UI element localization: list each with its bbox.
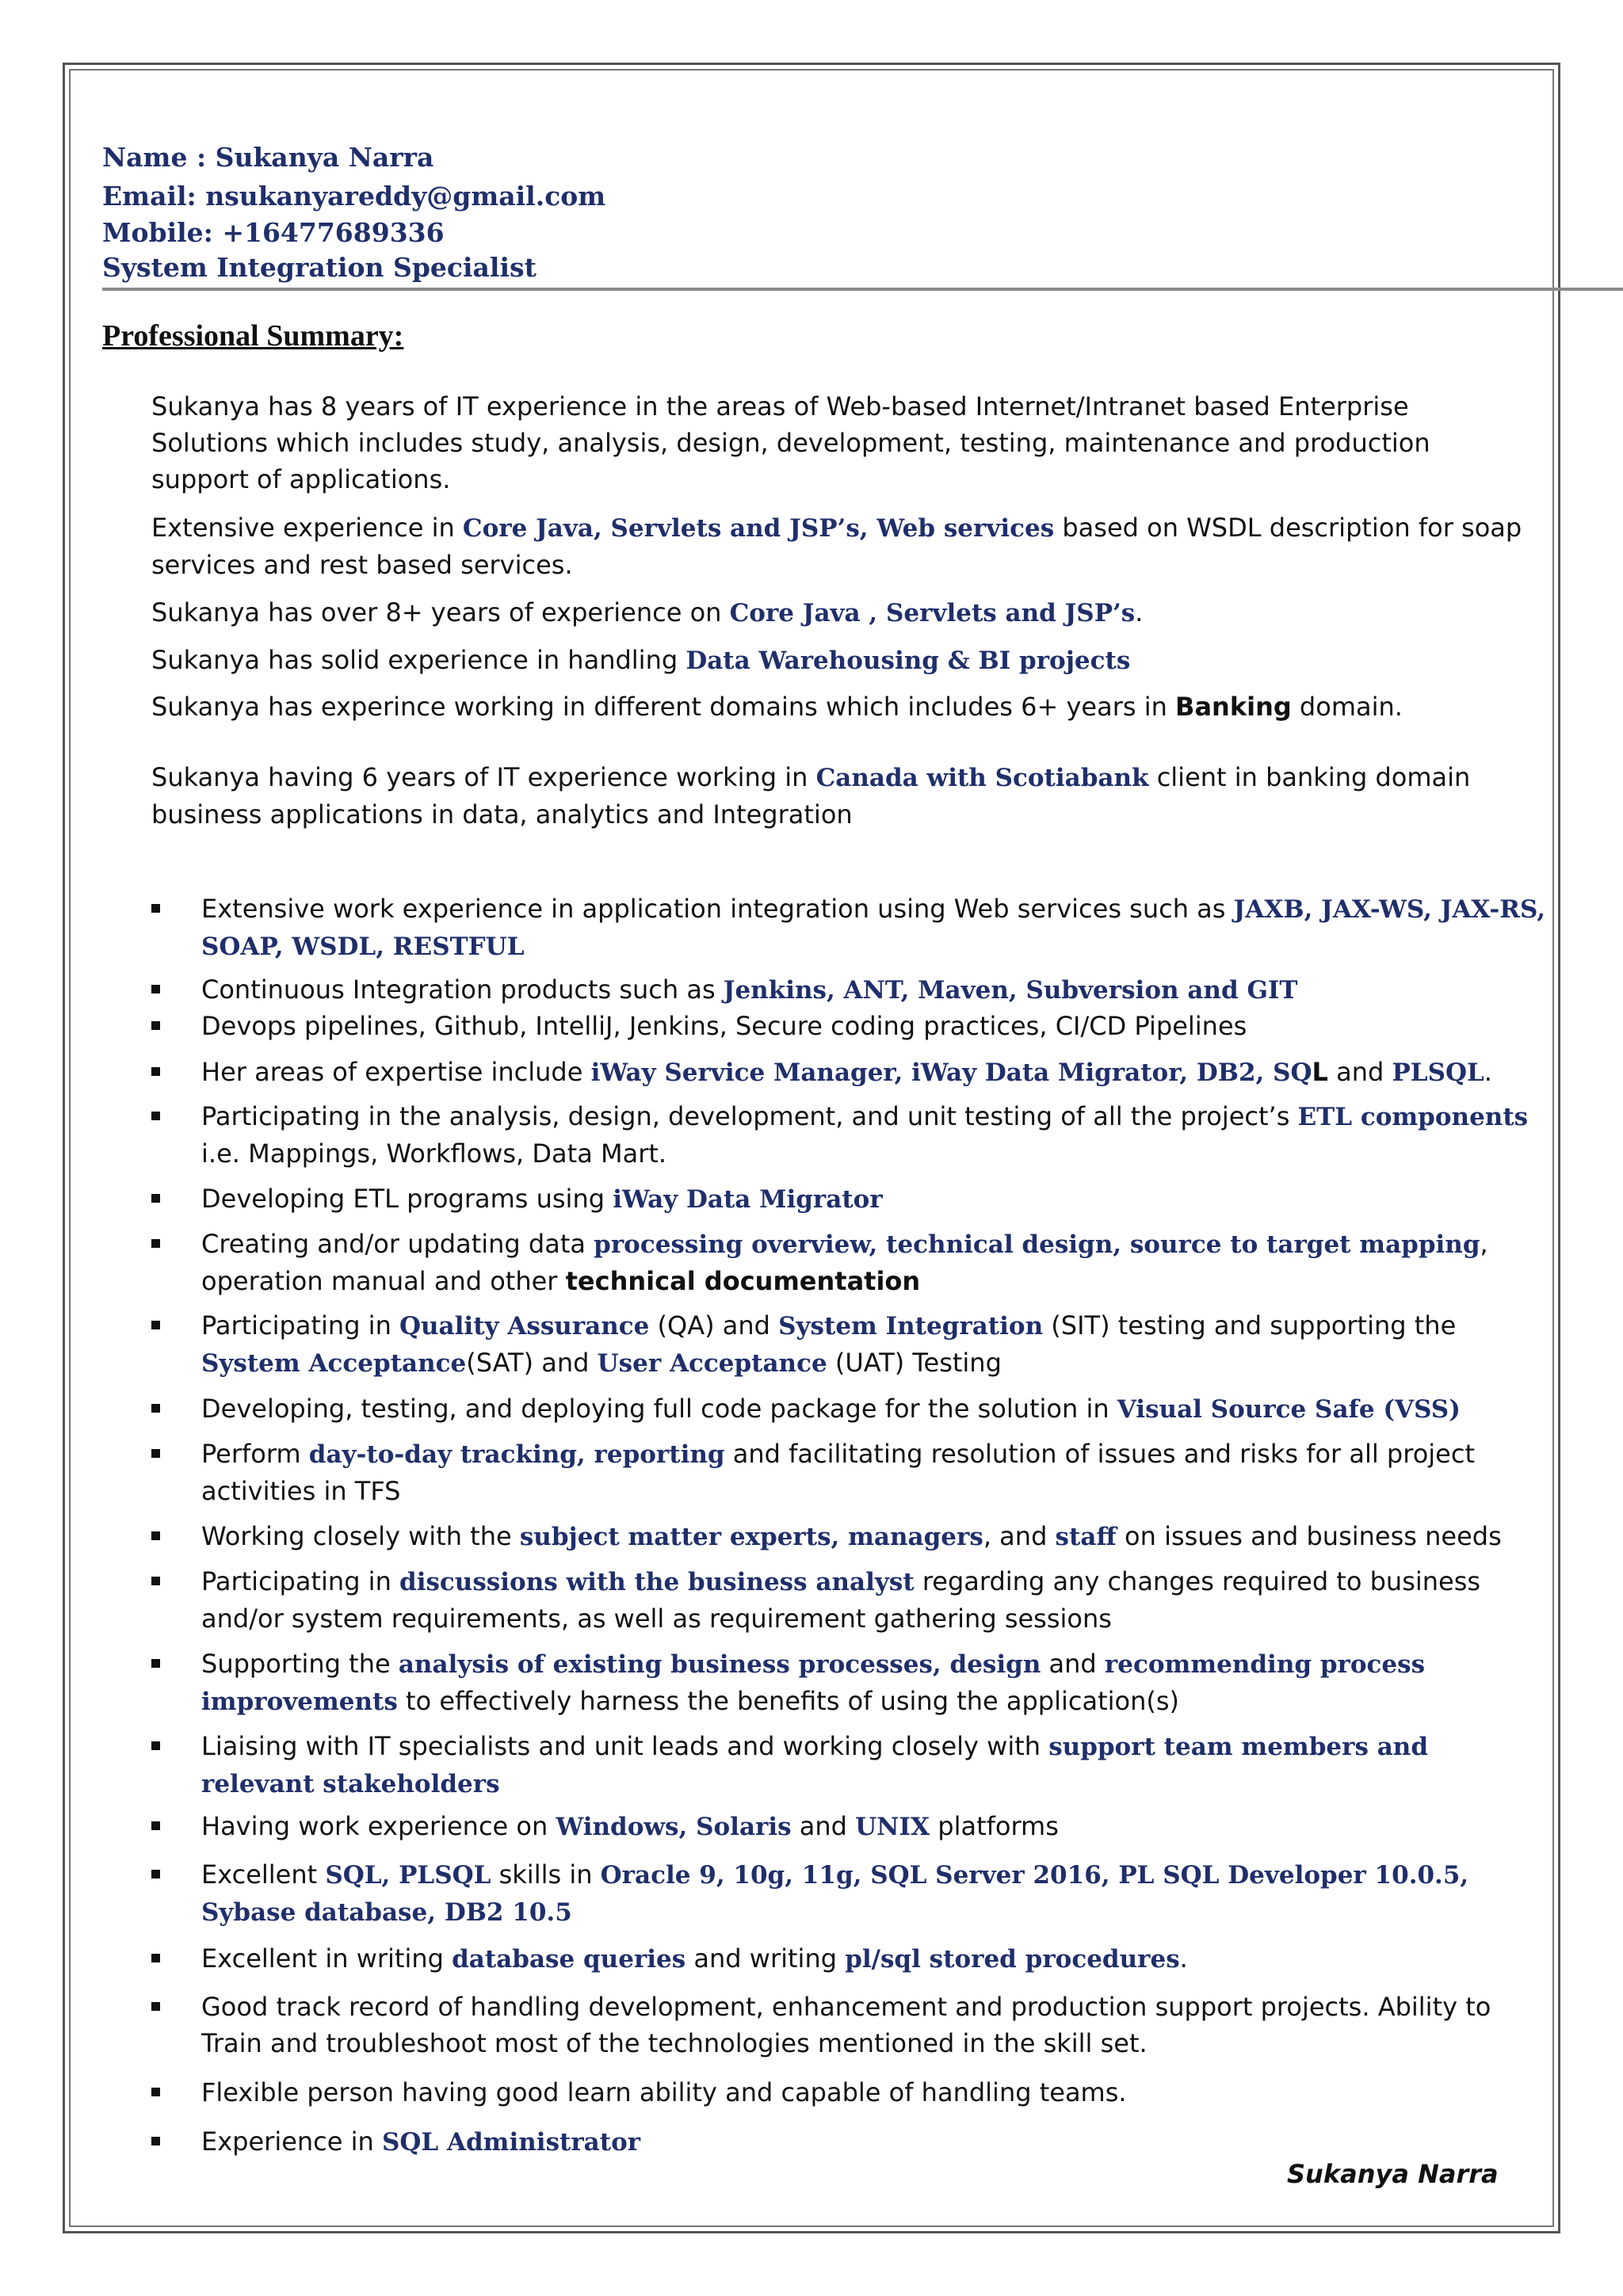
bullet-highlight: subject matter experts, managers	[519, 1523, 983, 1551]
bullet-highlight: User Acceptance	[597, 1349, 827, 1378]
summary-text: .	[1135, 597, 1144, 627]
bullet-text: and	[791, 1811, 856, 1841]
list-item	[151, 1307, 1546, 1382]
list-item	[151, 1436, 1546, 1509]
list-item	[151, 1054, 1546, 1091]
bullet-marker	[151, 904, 160, 913]
bullet-highlight: pl/sql stored procedures	[845, 1945, 1180, 1974]
bullet-marker	[151, 2002, 160, 2011]
bullet-marker	[151, 1741, 160, 1750]
bullet-text: (SIT) testing and supporting the	[1043, 1310, 1457, 1341]
bullet-text: Her areas of expertise include	[201, 1057, 591, 1087]
list-item	[151, 1646, 1546, 1720]
bullet-text: i.e. Mappings, Workflows, Data Mart.	[201, 1138, 667, 1169]
bullet-marker	[151, 1870, 160, 1878]
summary-highlight: Core Java, Servlets and JSP’s, Web services	[462, 514, 1055, 543]
list-item	[151, 891, 1546, 965]
candidate-mobile: Mobile: +16477689336	[102, 217, 445, 248]
bullet-highlight: SQL Administrator	[381, 2128, 641, 2157]
summary-paragraph-3	[151, 594, 1530, 631]
bullet-text: regarding any changes required to business and/or system requirements, as well as requirement gathering sessions	[201, 1566, 1481, 1634]
summary-highlight: Data Warehousing & BI projects	[685, 646, 1131, 675]
bullet-highlight: analysis of existing business processes, design	[398, 1650, 1041, 1679]
bullet-text: (QA) and	[649, 1310, 779, 1341]
bullet-highlight: discussions with the business analyst	[399, 1568, 915, 1596]
bullet-marker	[151, 985, 160, 994]
list-item	[151, 1518, 1546, 1555]
bullet-highlight: SQL, PLSQL	[325, 1861, 491, 1890]
bullet-marker	[151, 1112, 160, 1120]
summary-paragraph-5	[151, 688, 1530, 725]
bullet-marker	[151, 1404, 160, 1413]
header-divider	[102, 288, 1623, 291]
bullet-text: (UAT) Testing	[827, 1348, 1002, 1378]
bullet-highlight: iWay Data Migrator	[613, 1185, 883, 1214]
candidate-email: Email: nsukanyareddy@gmail.com	[102, 181, 606, 212]
summary-paragraph-6	[151, 759, 1530, 833]
summary-highlight: Canada with Scotiabank	[815, 764, 1149, 792]
bullet-marker	[151, 1321, 160, 1329]
summary-text: Sukanya has solid experience in handling	[151, 645, 686, 675]
bullet-text: Extensive work experience in application integration using Web services such as	[201, 894, 1234, 924]
candidate-name: Name : Sukanya Narra	[102, 142, 434, 173]
bullet-text: Creating and/or updating data	[201, 1229, 594, 1259]
bullet-highlight: Oracle 9, 10g, 11g, SQL Server 2016, PL SQL Developer 10.0.5, Sybase database, DB2 10.5	[201, 1861, 1469, 1927]
bullet-highlight: UNIX	[855, 1813, 930, 1841]
bullet-text: Excellent in writing	[201, 1943, 453, 1974]
list-item	[151, 1008, 1546, 1044]
list-item	[151, 1180, 1546, 1218]
bullet-text: Experience in	[201, 2126, 382, 2157]
bullet-marker	[151, 1821, 160, 1830]
bullet-marker	[151, 1577, 160, 1585]
summary-paragraph-4	[151, 642, 1530, 679]
bullet-text: and writing	[685, 1943, 846, 1974]
list-item	[151, 1808, 1546, 1845]
summary-text: client in banking domain business applications in data, analytics and Integration	[151, 762, 1471, 830]
bullet-highlight: Visual Source Safe (VSS)	[1117, 1395, 1461, 1424]
bullet-text: Perform	[201, 1439, 309, 1469]
bullet-text: (SAT) and	[466, 1348, 598, 1378]
summary-text: Sukanya has 8 years of IT experience in the areas of Web-based Internet/Intranet based Enterprise Solutions which includes study, analysis, design, development, testing, maintenance and production support of applications.	[151, 391, 1430, 494]
bullet-text: and	[1041, 1649, 1105, 1679]
contact-header	[102, 138, 605, 285]
bullet-text: and facilitating resolution of issues and risks for all project activities in TFS	[201, 1439, 1475, 1506]
bullet-text: and	[1327, 1057, 1392, 1087]
bullet-text: , and	[983, 1521, 1056, 1551]
bullet-highlight: database queries	[452, 1945, 686, 1974]
summary-text: Extensive experience in	[151, 513, 463, 543]
bullet-text: on issues and business needs	[1116, 1521, 1502, 1551]
summary-text: domain.	[1291, 692, 1403, 722]
bullet-highlight: System Acceptance	[201, 1349, 467, 1378]
list-item	[151, 1563, 1546, 1637]
summary-paragraph-1	[151, 388, 1530, 498]
bullet-text: , operation manual and other	[201, 1229, 1488, 1296]
list-item	[151, 1989, 1546, 2061]
candidate-role: System Integration Specialist	[102, 252, 537, 283]
summary-text: Sukanya has experince working in different domains which includes 6+ years in	[151, 692, 1176, 722]
bullet-marker	[151, 1067, 160, 1076]
bullet-text: platforms	[930, 1811, 1059, 1841]
bullet-text: Participating in	[201, 1310, 400, 1341]
footer-signature: Sukanya Narra	[1287, 2159, 1499, 2189]
bullet-marker	[151, 1449, 160, 1458]
bullet-highlight: iWay Service Manager, iWay Data Migrator, DB2, SQ	[590, 1058, 1312, 1087]
bullet-marker	[151, 2088, 160, 2096]
bullet-marker	[151, 1531, 160, 1540]
bullet-text: Flexible person having good learn ability and capable of handling teams.	[201, 2077, 1127, 2107]
bullet-highlight: recommending process improvements	[201, 1650, 1426, 1716]
bullet-highlight: Quality Assurance	[399, 1312, 650, 1341]
section-title-professional-summary: Professional Summary:	[102, 319, 404, 353]
summary-paragraph-2	[151, 509, 1530, 583]
summary-text: Sukanya having 6 years of IT experience working in	[151, 762, 816, 792]
bullet-highlight: processing overview, technical design, source to target mapping	[594, 1230, 1480, 1259]
bullet-marker	[151, 1659, 160, 1668]
bullet-bold: technical documentation	[565, 1266, 921, 1296]
bullet-marker	[151, 1239, 160, 1248]
list-item	[151, 1728, 1546, 1802]
bullet-text: Supporting the	[201, 1649, 399, 1679]
bullet-text: .	[1179, 1943, 1188, 1974]
bullet-text: Having work experience on	[201, 1811, 556, 1841]
bullet-text: Developing ETL programs using	[201, 1184, 613, 1214]
list-item	[151, 2074, 1546, 2111]
bullet-marker	[151, 1194, 160, 1203]
bullet-highlight: staff	[1055, 1523, 1117, 1551]
bullet-highlight: support team members and relevant stakeholders	[201, 1733, 1429, 1798]
summary-highlight: Core Java , Servlets and JSP’s	[729, 599, 1136, 627]
bullet-highlight: JAXB, JAX-WS, JAX-RS, SOAP, WSDL, RESTFUL	[201, 895, 1546, 961]
list-item	[151, 971, 1546, 1009]
bullet-highlight: Jenkins, ANT, Maven, Subversion and GIT	[723, 976, 1298, 1005]
bullet-text: to effectively harness the benefits of using the application(s)	[397, 1686, 1180, 1716]
bullet-text: .	[1484, 1057, 1492, 1087]
bullet-bold: L	[1312, 1057, 1328, 1087]
summary-text: Sukanya has over 8+ years of experience on	[151, 597, 730, 627]
bullet-highlight: Windows, Solaris	[556, 1813, 792, 1841]
list-item	[151, 1098, 1546, 1172]
list-item	[151, 1226, 1546, 1299]
bullet-text: skills in	[491, 1859, 601, 1890]
bullet-highlight: ETL components	[1297, 1103, 1529, 1131]
bullet-marker	[151, 1021, 160, 1030]
bullet-text: Liaising with IT specialists and unit leads and working closely with	[201, 1731, 1049, 1761]
bullet-highlight: day-to-day tracking, reporting	[308, 1440, 725, 1469]
list-item	[151, 1940, 1546, 1978]
bullet-marker	[151, 1954, 160, 1962]
bullet-text: Continuous Integration products such as	[201, 974, 724, 1005]
bullet-text: Excellent	[201, 1859, 326, 1890]
list-item	[151, 2123, 1546, 2161]
bullet-text: Devops pipelines, Github, IntelliJ, Jenkins, Secure coding practices, CI/CD Pipelines	[201, 1011, 1247, 1041]
bullet-highlight: PLSQL	[1392, 1058, 1484, 1087]
summary-text: based on WSDL description for soap services and rest based services.	[151, 513, 1522, 580]
bullet-text: Participating in	[201, 1566, 400, 1596]
summary-bold: Banking	[1175, 692, 1292, 722]
list-item	[151, 1856, 1546, 1931]
bullet-text: Working closely with the	[201, 1521, 520, 1551]
bullet-highlight: System Integration	[778, 1312, 1044, 1341]
bullet-text: Participating in the analysis, design, development, and unit testing of all the project’s	[201, 1101, 1298, 1131]
bullet-text: Good track record of handling development, enhancement and production support projects. Ability to Train and troubleshoot most of the technologies mentioned in the skill set.	[201, 1992, 1491, 2058]
list-item	[151, 1390, 1546, 1428]
bullet-marker	[151, 2137, 160, 2145]
bullet-text: Developing, testing, and deploying full code package for the solution in	[201, 1394, 1117, 1424]
